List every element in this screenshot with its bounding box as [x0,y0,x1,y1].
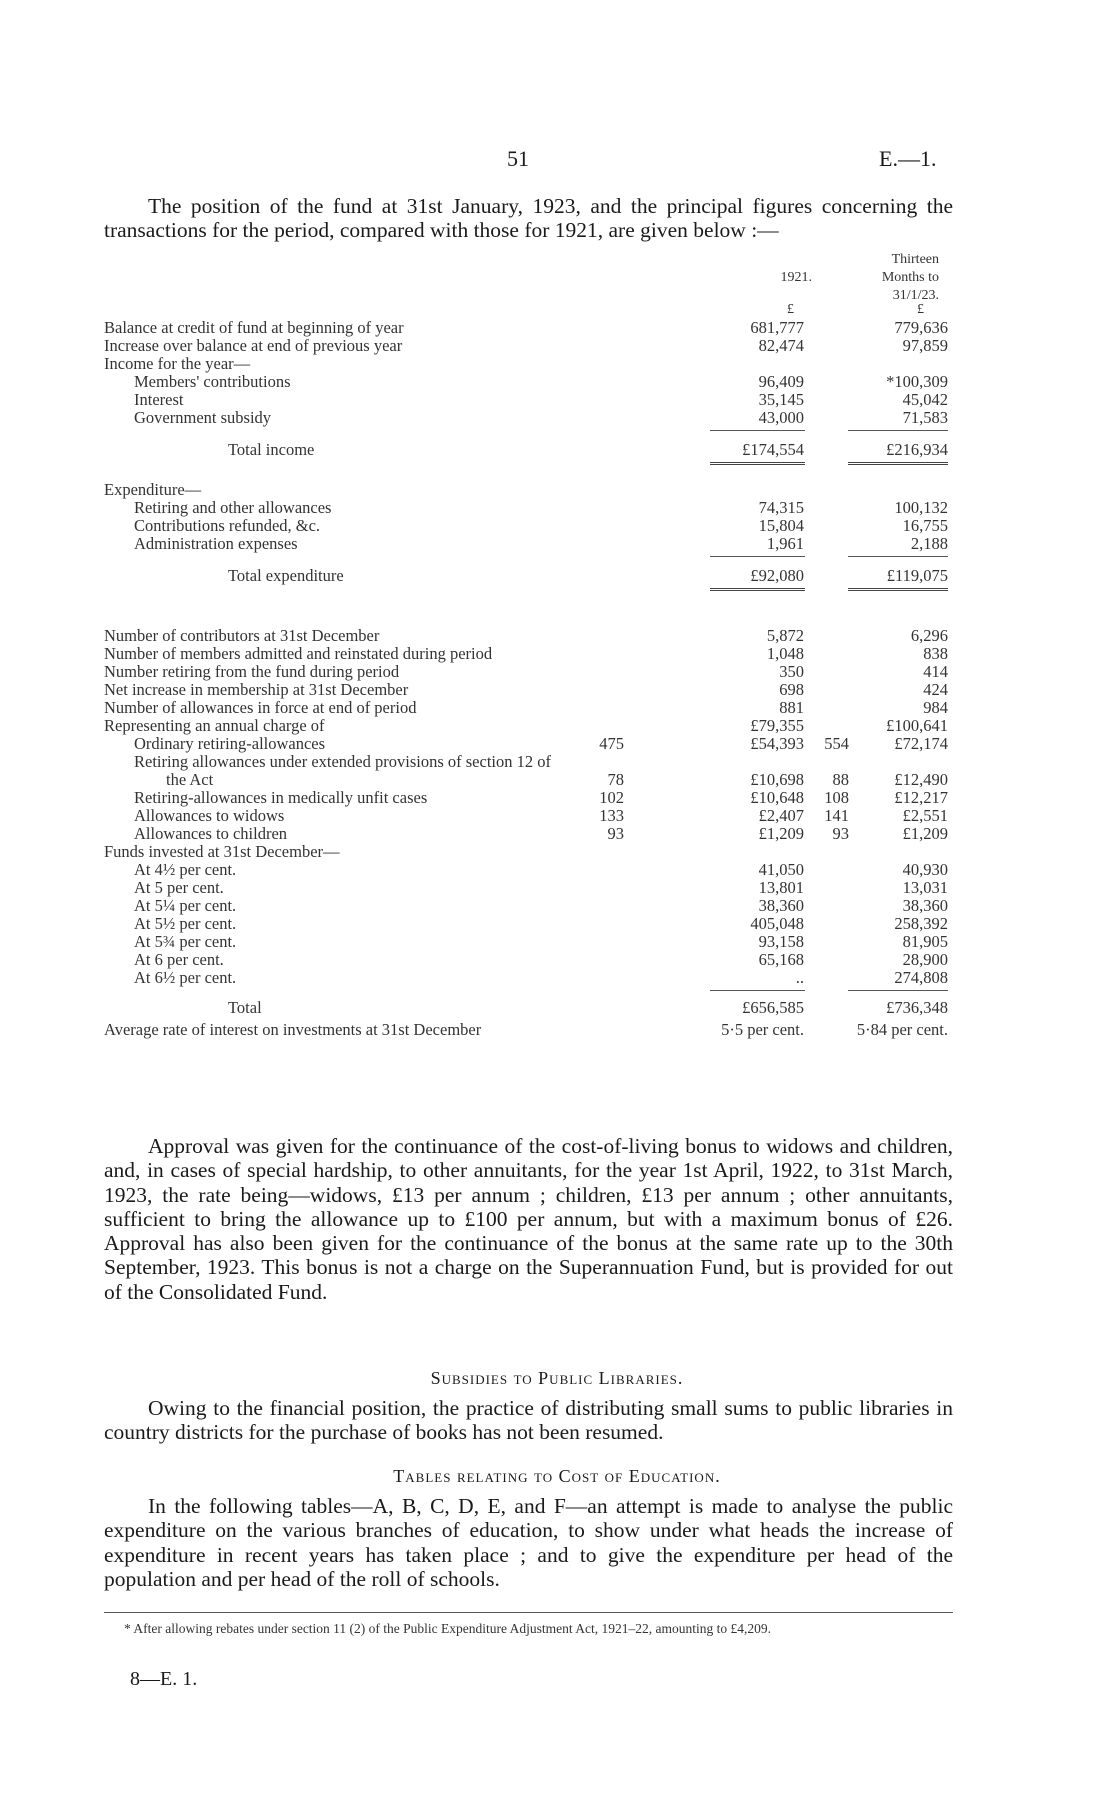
row-label: Income for the year— [104,354,251,373]
currency-col2: £ [917,302,924,317]
table-rule [848,556,948,557]
count-1921: 133 [599,806,624,825]
table-row [104,734,964,754]
value-1923: 13,031 [902,878,948,897]
count-1921: 102 [599,788,624,807]
heading-tables: Tables relating to Cost of Education. [393,1466,721,1486]
row-label: Expenditure— [104,480,202,499]
table-row [104,498,964,518]
table-row [104,516,964,536]
value-1923: £1,209 [902,824,948,843]
value-1921: 1,048 [766,644,804,663]
value-1923: £119,075 [886,566,948,585]
row-label: Balance at credit of fund at beginning of year [104,318,404,337]
row-label: Representing an annual charge of [104,716,325,735]
table-double-rule [710,588,805,591]
currency-col1: £ [787,302,794,317]
value-1923: 40,930 [902,860,948,879]
row-label: Ordinary retiring-allowances [134,734,326,753]
table-row [104,662,964,682]
table-row [104,950,964,970]
table-rule [848,430,948,431]
value-1921: 96,409 [758,372,804,391]
heading-libraries: Subsidies to Public Libraries. [430,1368,684,1388]
value-1923: 81,905 [902,932,948,951]
value-1921: £10,698 [750,770,804,789]
footnote-rule [104,1612,953,1613]
count-1921: 93 [607,824,624,843]
fund-table [104,250,964,1130]
row-label: Increase over balance at end of previous year [104,336,403,355]
value-1921: 65,168 [758,950,804,969]
count-1921: 475 [599,734,624,753]
value-1923: 6,296 [910,626,948,645]
table-row [104,788,964,808]
value-1923: £2,551 [902,806,948,825]
table-row [104,440,964,460]
row-label: Total [228,998,262,1017]
row-label: Number of allowances in force at end of period [104,698,417,717]
value-1921: 681,777 [750,318,804,337]
table-row [104,860,964,880]
row-label: At 6½ per cent. [134,968,237,987]
table-row [104,626,964,646]
row-label: Number of contributors at 31st December [104,626,380,645]
value-1923: 38,360 [902,896,948,915]
value-1923: 274,808 [894,968,948,987]
table-row [104,372,964,392]
table-row [104,824,964,844]
table-row [104,770,964,790]
footnote: * After allowing rebates under section 11 (2) of the Public Expenditure Adjustment Act, 1921–22, amounting to £4,209. [124,1621,772,1636]
value-1921: 5·5 per cent. [721,1020,804,1039]
table-rule [710,430,805,431]
row-label: Total income [228,440,315,459]
count-1923: 88 [832,770,849,789]
value-1921: £174,554 [742,440,804,459]
row-label: Net increase in membership at 31st December [104,680,409,699]
value-1921: £79,355 [750,716,804,735]
libraries-paragraph: Owing to the financial position, the practice of distributing small sums to public libraries in country districts for the purchase of books has not been resumed. [104,1396,953,1445]
table-double-rule [848,588,948,591]
table-row [104,932,964,952]
table-double-rule [848,462,948,465]
value-1921: 38,360 [758,896,804,915]
table-row [104,878,964,898]
table-row [104,698,964,718]
table-row [104,680,964,700]
row-label: Retiring allowances under extended provisions of section 12 of [134,752,551,771]
value-1923: 28,900 [902,950,948,969]
value-1921: 43,000 [758,408,804,427]
table-rule [848,990,948,991]
value-1923: 779,636 [894,318,948,337]
col-header-months: Months to [881,270,939,285]
value-1921: 35,145 [758,390,804,409]
table-row [104,914,964,934]
count-1923: 554 [824,734,849,753]
value-1921: £54,393 [750,734,804,753]
col-header-date: 31/1/23. [892,288,939,303]
row-label: Number of members admitted and reinstated during period [104,644,493,663]
intro-paragraph: The position of the fund at 31st January, 1923, and the principal figures concerning the transactions for the period, compared with those for 1921, are given below :— [104,194,953,243]
value-1921: 698 [779,680,804,699]
row-label: Interest [134,390,184,409]
value-1921: £2,407 [758,806,804,825]
table-row [104,480,964,500]
table-row [104,716,964,736]
value-1923: 984 [923,698,948,717]
count-1923: 93 [832,824,849,843]
value-1921: 1,961 [766,534,804,553]
value-1921: 13,801 [758,878,804,897]
tables-paragraph: In the following tables—A, B, C, D, E, and F—an attempt is made to analyse the public expenditure on the various branches of education, to show under what heads the increase of expenditure in recent years has taken place ; and to give the expenditure per head of the population and per head of the roll of schools. [104,1494,953,1591]
table-row [104,354,964,374]
footer-signature: 8—E. 1. [130,1668,198,1690]
row-label: At 6 per cent. [134,950,224,969]
value-1923: 71,583 [902,408,948,427]
value-1923: 100,132 [894,498,948,517]
row-label: Contributions refunded, &c. [134,516,321,535]
value-1923: 424 [923,680,948,699]
value-1923: £12,217 [894,788,948,807]
value-1921: 41,050 [758,860,804,879]
row-label: Funds invested at 31st December— [104,842,340,861]
count-1923: 141 [824,806,849,825]
row-label: Retiring and other allowances [134,498,332,517]
value-1921: .. [795,968,804,987]
row-label: the Act [166,770,214,789]
bonus-paragraph: Approval was given for the continuance of the cost-of-living bonus to widows and children, and, in cases of special hardship, to other annuitants, for the year 1st April, 1922, to 31st March, 1923, the rate being—widows, £13 per annum ; children, £13 per annum ; other annuitants, sufficient to bring the allowance up to £100 per annum, but with a maximum bonus of £26. Approval has also been given for the continuance of the bonus at the same rate up to the 30th September, 1923. This bonus is not a charge on the Superannuation Fund, but is provided for out of the Consolidated Fund. [104,1134,953,1304]
value-1921: 350 [779,662,804,681]
table-row [104,336,964,356]
row-label: At 5¾ per cent. [134,932,237,951]
table-row [104,1020,964,1040]
value-1923: 5·84 per cent. [856,1020,948,1039]
value-1923: £12,490 [894,770,948,789]
table-rule [710,556,805,557]
row-label: Allowances to widows [134,806,285,825]
row-label: At 5½ per cent. [134,914,237,933]
value-1921: 5,872 [766,626,804,645]
table-double-rule [710,462,805,465]
table-row [104,842,964,862]
row-label: Total expenditure [228,566,344,585]
page-number: 51 [507,146,529,171]
table-row [104,408,964,428]
table-row [104,318,964,338]
value-1921: £92,080 [750,566,804,585]
row-label: Average rate of interest on investments at 31st December [104,1020,482,1039]
value-1921: 74,315 [758,498,804,517]
col-header-1921: 1921. [780,270,812,285]
value-1923: 97,859 [902,336,948,355]
value-1923: £736,348 [886,998,948,1017]
value-1923: 838 [923,644,948,663]
row-label: At 5 per cent. [134,878,224,897]
table-rule [710,990,805,991]
row-label: Allowances to children [134,824,288,843]
value-1921: £656,585 [742,998,804,1017]
value-1921: 15,804 [758,516,804,535]
value-1921: 82,474 [758,336,804,355]
row-label: Number retiring from the fund during period [104,662,400,681]
count-1921: 78 [607,770,624,789]
value-1923: 45,042 [902,390,948,409]
row-label: Retiring-allowances in medically unfit cases [134,788,428,807]
value-1923: *100,309 [886,372,948,391]
value-1923: 258,392 [894,914,948,933]
row-label: Members' contributions [134,372,291,391]
value-1921: 881 [779,698,804,717]
value-1923: £100,641 [886,716,948,735]
row-label: Government subsidy [134,408,272,427]
row-label: Administration expenses [134,534,298,553]
document-reference: E.—1. [879,146,937,171]
value-1921: £10,648 [750,788,804,807]
value-1923: £216,934 [886,440,948,459]
value-1921: 93,158 [758,932,804,951]
table-row [104,390,964,410]
value-1923: 414 [923,662,948,681]
col-header-thirteen: Thirteen [891,252,939,267]
table-row [104,998,964,1018]
value-1921: 405,048 [750,914,804,933]
table-row [104,534,964,554]
value-1923: £72,174 [894,734,948,753]
value-1923: 2,188 [910,534,948,553]
table-row [104,896,964,916]
count-1923: 108 [824,788,849,807]
row-label: At 5¼ per cent. [134,896,237,915]
table-row [104,566,964,586]
value-1921: £1,209 [758,824,804,843]
table-row [104,806,964,826]
table-row [104,968,964,988]
row-label: At 4½ per cent. [134,860,237,879]
value-1923: 16,755 [902,516,948,535]
table-row [104,644,964,664]
table-row [104,752,964,772]
